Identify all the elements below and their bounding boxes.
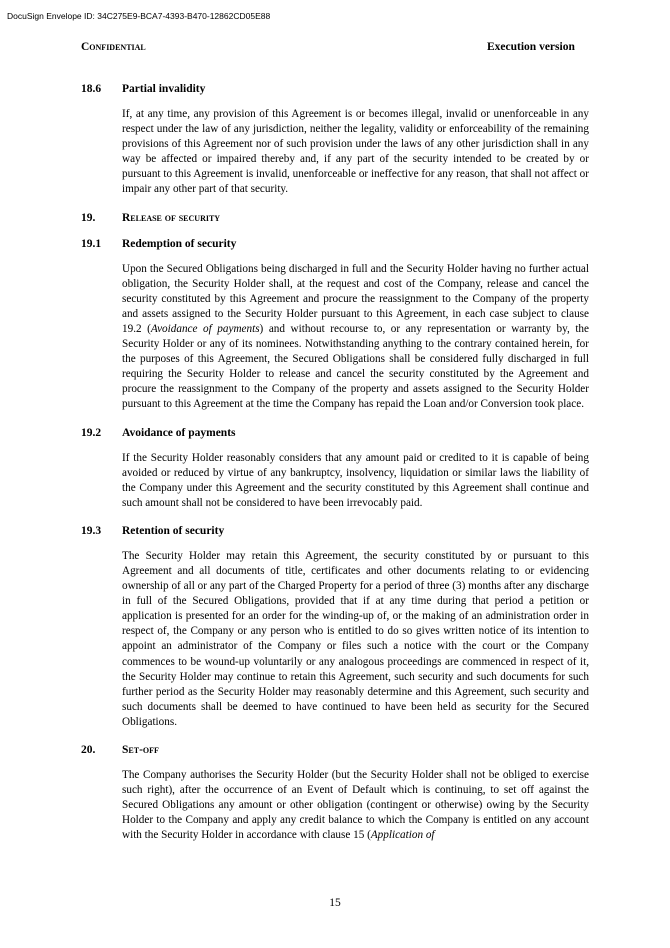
section-title: Release of security	[122, 211, 221, 224]
paragraph-text: The Company authorises the Security Holder (but the Security Holder shall not be obliged to exercise such right), after the occurrence of an Event of Default which is continuing, to set off against the Secured Obligations any amount or other obligation (contingent or otherwise) owing by the Security Holder to the Company and apply any credit balance to which the Company is entitled on any account with the Security Holder in accordance with clause 15 (	[122, 769, 589, 842]
heading-19-1	[81, 237, 589, 251]
section-number: 19.1	[81, 237, 102, 250]
cross-reference: Avoidance of payments	[150, 322, 260, 335]
section-number: 19.2	[81, 426, 102, 439]
section-number: 19.3	[81, 524, 102, 537]
section-number: 19.	[81, 211, 96, 224]
section-title: Set-off	[122, 744, 159, 756]
section-title: Avoidance of payments	[122, 426, 236, 439]
heading-19-2	[81, 426, 589, 440]
docusign-envelope-id: DocuSign Envelope ID: 34C275E9-BCA7-4393-B470-12862CD05E88	[7, 11, 271, 21]
heading-18-6	[81, 82, 589, 96]
paragraph-text: Upon the Secured Obligations being discharged in full and the Security Holder having no further actual obligation, the Security Holder shall, at the request and cost of the Company, release and cancel the security constituted by this Agreement and procure the reassignment to the Company of the property and assets assigned to the Security Holder pursuant to this Agreement, in each case subject to clause 19.2 (	[122, 262, 589, 335]
paragraph-text: ) and without recourse to, or any representation or warranty by, the Security Holder or any of its nominees. Notwithstanding anything to the contrary contained herein, for the purposes of this Agreement, the Secured Obligations shall be considered fully discharged in full requiring the Security Holder to release and cancel the security constituted by the Agreement and procure the reassignment to the Company of the property and assets assigned to the Security Holder pursuant to this Agreement at the time the Company has repaid the Loan and/or Conversion took place.	[122, 322, 589, 411]
header-confidential: Confidential	[81, 41, 146, 53]
section-number: 20.	[81, 744, 96, 756]
section-number: 18.6	[81, 83, 102, 95]
paragraph-20	[122, 768, 589, 843]
document-body	[81, 82, 589, 843]
section-title: Retention of security	[122, 524, 225, 537]
section-title: Partial invalidity	[122, 83, 206, 95]
heading-19-3	[81, 524, 589, 538]
paragraph-19-1	[122, 262, 589, 413]
paragraph-19-3: The Security Holder may retain this Agreement, the security constituted by or pursuant to this Agreement and all documents of title, certificates and other documents relating to or evidencing ownership of all or any part of the Charged Property for a period of three (3) months after any discharge in full of the Secured Obligations, provided that if at any time during that period a petition or application is presented for an order for the winding-up of, or the making of an administration order in respect of, the Company or any person who is entitled to do so gives written notice of its intention to appoint an administrator of the Company or files such a notice with the court or the Company commences to be wound-up voluntarily or any analogous proceedings are commenced in respect of it, the Security Holder may continue to retain this Agreement, such security and such documents for such further period as the Security Holder may reasonably determine and this Agreement, such security and such documents shall be deemed to have continued to have been held as security for the Secured Obligations.	[122, 549, 589, 728]
paragraph-18-6: If, at any time, any provision of this Agreement is or becomes illegal, invalid or unenforceable in any respect under the law of any jurisdiction, neither the legality, validity or enforceability of the remaining provisions of this Agreement nor of such provision under the laws of any other jurisdiction shall in any way be affected or impaired thereby and, if any part of the security intended to be created by or pursuant to this Agreement is invalid, unenforceable or ineffective for any reason, that shall not affect or impair any other part of that security.	[122, 108, 589, 196]
header-execution-version: Execution version	[487, 41, 575, 53]
heading-20	[81, 743, 589, 757]
section-title: Redemption of security	[122, 237, 237, 250]
cross-reference: Application of	[370, 829, 435, 842]
paragraph-19-2: If the Security Holder reasonably considers that any amount paid or credited to it is capable of being avoided or reduced by virtue of any bankruptcy, insolvency, liquidation or similar laws the liability of the Company under this Agreement and the security constituted by this Agreement shall continue and such amount shall not be considered to have been irrevocably paid.	[122, 451, 589, 509]
heading-19	[81, 211, 589, 225]
page-number: 15	[329, 897, 341, 909]
